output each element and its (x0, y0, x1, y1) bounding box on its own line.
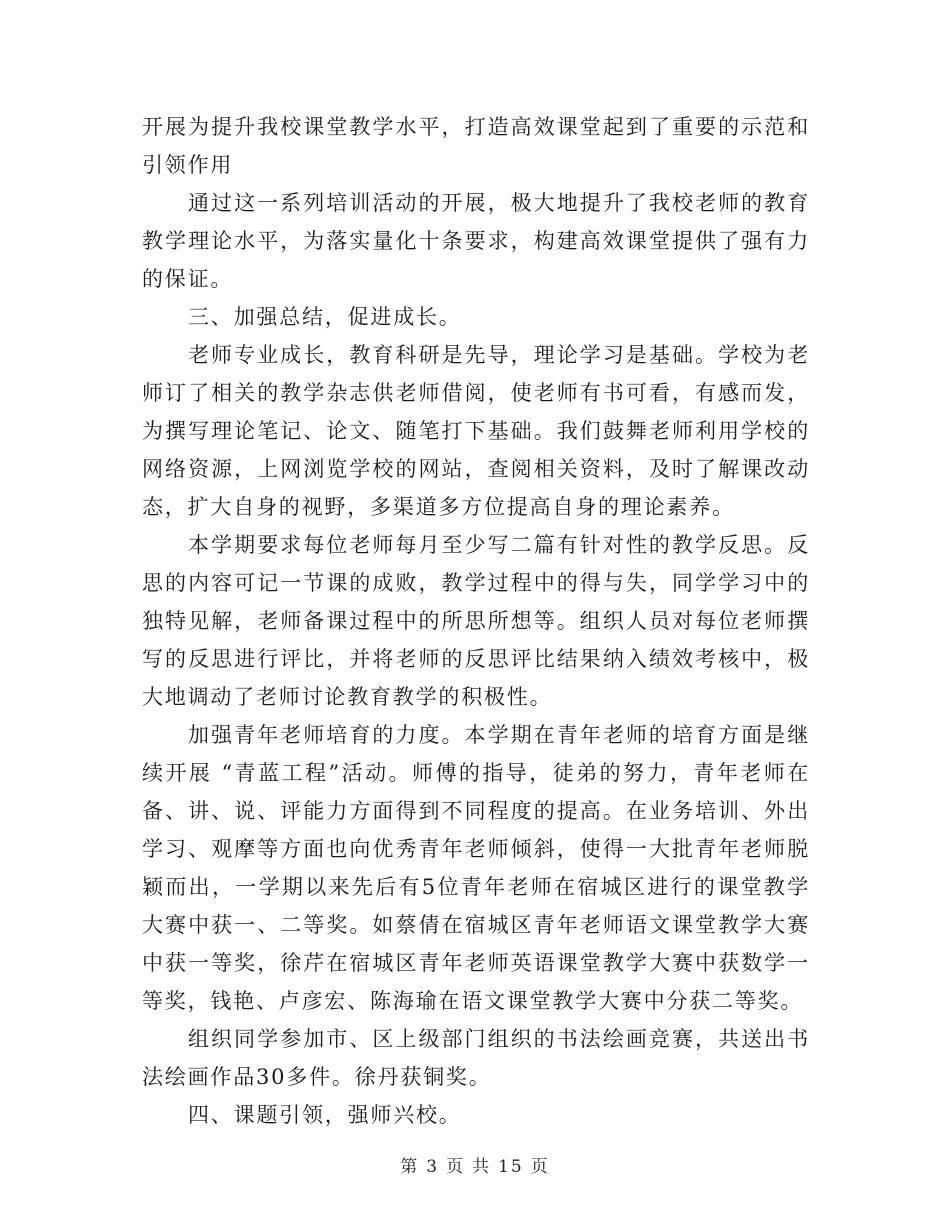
section-heading-3: 三、加强总结，促进成长。 (188, 305, 462, 329)
paragraph-continuation: 开展为提升我校课堂教学水平，打造高效课堂起到了重要的示范和引领作用 (142, 115, 810, 177)
footer-label-page-unit: 页 (446, 1157, 466, 1177)
footer-label-total: 共 (472, 1157, 492, 1177)
paragraph-calligraphy-contest: 组织同学参加市、区上级部门组织的书法绘画竞赛，共送出书法绘画作品30多件。徐丹获铜奖。 (142, 1027, 810, 1089)
page-footer (0, 1152, 950, 1177)
footer-total-pages: 15 (498, 1157, 524, 1177)
paragraph-professional-growth: 老师专业成长，教育科研是先导，理论学习是基础。学校为老师订了相关的教学杂志供老师借阅，使老师有书可看，有感而发，为撰写理论笔记、论文、随笔打下基础。我们鼓舞老师利用学校的网络资源，上网浏览学校的网站，查阅相关资料，及时了解课改动态，扩大自身的视野，多渠道多方位提高自身的理论素养。 (142, 343, 810, 519)
paragraph-teaching-reflection: 本学期要求每位老师每月至少写二篇有针对性的教学反思。反思的内容可记一节课的成败，教学过程中的得与失，同学学习中的独特见解，老师备课过程中的所思所想等。组织人员对每位老师撰写的反思进行评比，并将老师的反思评比结果纳入绩效考核中，极大地调动了老师讨论教育教学的积极性。 (142, 533, 810, 709)
footer-current-page: 3 (426, 1157, 440, 1177)
paragraph-training-summary: 通过这一系列培训活动的开展，极大地提升了我校老师的教育教学理论水平，为落实量化十条要求，构建高效课堂提供了强有力的保证。 (142, 191, 810, 291)
footer-label-total-unit: 页 (530, 1157, 550, 1177)
paragraph-young-teachers: 加强青年老师培育的力度。本学期在青年老师的培育方面是继续开展 “青蓝工程”活动。师傅的指导，徒弟的努力，青年老师在备、讲、说、评能力方面得到不同程度的提高。在业务培训、外出学习、观摩等方面也向优秀青年老师倾斜，使得一大批青年老师脱颖而出，一学期以来先后有5位青年老师在宿城区进行的课堂教学大赛中获一、二等奖。如蔡倩在宿城区青年老师语文课堂教学大赛中获一等奖，徐芹在宿城区青年老师英语课堂教学大赛中获数学一等奖，钱艳、卢彦宏、陈海瑜在语文课堂教学大赛中分获二等奖。 (142, 723, 810, 1013)
document-body (142, 108, 810, 1134)
section-heading-4: 四、课题引领，强师兴校。 (188, 1103, 462, 1127)
footer-label-page: 第 (400, 1157, 420, 1177)
